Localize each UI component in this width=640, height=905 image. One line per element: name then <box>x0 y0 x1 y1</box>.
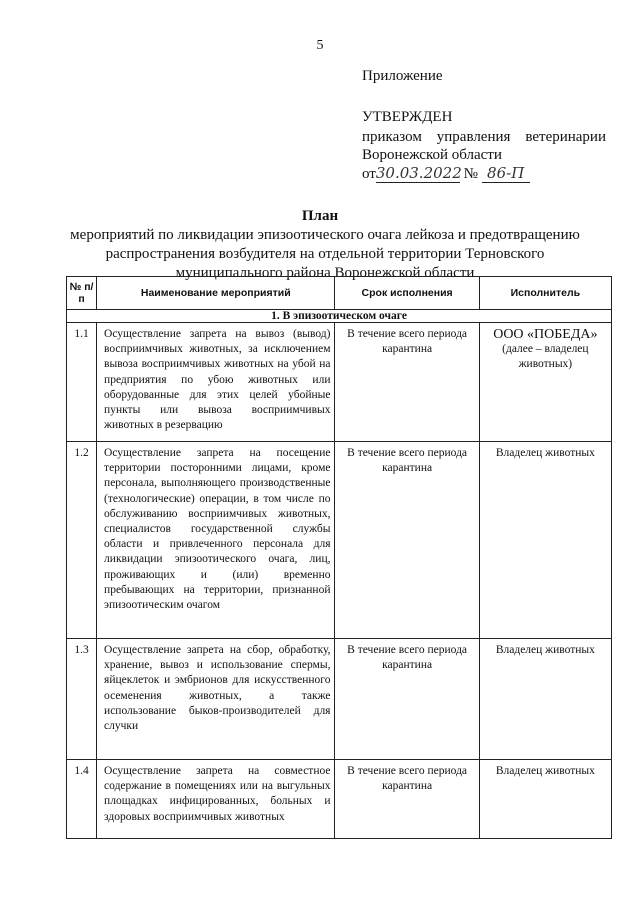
row-num: 1.2 <box>67 442 97 639</box>
row-executor-cell <box>479 323 611 442</box>
row-term: В течение всего периода карантина <box>335 639 479 760</box>
approval-heading: УТВЕРЖДЕН <box>362 109 453 125</box>
table-row <box>67 760 612 839</box>
row-executor: ООО «ПОБЕДА» <box>493 327 598 342</box>
row-num: 1.3 <box>67 639 97 760</box>
table-row <box>67 639 612 760</box>
plan-title: План <box>301 208 339 224</box>
approval-line-2: Воронежской области <box>362 147 502 163</box>
approval-signature-line <box>362 164 606 183</box>
table-header-row <box>67 277 612 310</box>
measures-table <box>66 276 612 839</box>
row-executor: Владелец животных <box>479 639 611 760</box>
approval-number: 86-П <box>482 164 530 183</box>
number-label: № <box>463 166 478 182</box>
row-num: 1.1 <box>67 323 97 442</box>
row-name: Осуществление запрета на посещение территории посторонними лицами, кроме персонала, выполняющего производственные (технологические) операции, в том числе по обслуживанию восприимчивых животных, специалистов государственной службы области и привлеченного персонала для ликвидации эпизоотического очага, лиц, проживающих и (или) временно пребывающих на территории, признанной эпизоотическим очагом <box>97 442 335 639</box>
row-term: В течение всего периода карантина <box>335 442 479 639</box>
header-name: Наименование мероприятий <box>97 277 335 310</box>
appendix-label: Приложение <box>362 68 443 84</box>
approval-block <box>362 108 606 183</box>
row-term: В течение всего периода карантина <box>335 760 479 839</box>
row-executor-note: (далее – владелец животных) <box>502 343 589 370</box>
from-label: от <box>362 166 376 182</box>
row-name: Осуществление запрета на сбор, обработку, хранение, вывоз и использование спермы, яйцеклеток и эмбрионов для искусственного осеменения животных, а также использование быков-производителей для случки <box>97 639 335 760</box>
table-row <box>67 442 612 639</box>
section-row <box>67 310 612 323</box>
plan-subtitle: мероприятий по ликвидации эпизоотического очага лейкоза и предотвращению распространения возбудителя на отдельной территории Терновского муниципального района Воронежской области <box>70 227 580 281</box>
approval-date: 30.03.2022 <box>375 164 462 182</box>
table-row <box>67 323 612 442</box>
row-name: Осуществление запрета на вывоз (вывод) восприимчивых животных, за исключением вывоза восприимчивых животных на убой на предприятия по убою животных или оборудованные для этих целей убойные пункты или вывоза восприимчивых животных в резервацию <box>97 323 335 442</box>
page-number: 5 <box>316 38 324 53</box>
header-term: Срок исполнения <box>335 277 479 310</box>
approval-line-1: приказом управления ветеринарии <box>362 129 606 145</box>
row-executor: Владелец животных <box>479 760 611 839</box>
section-title: 1. В эпизоотическом очаге <box>67 310 612 323</box>
header-num: № п/п <box>67 277 97 310</box>
row-name: Осуществление запрета на совместное содержание в помещениях или на выгульных площадках инфицированных, больных и здоровых восприимчивых животных <box>97 760 335 839</box>
header-executor: Исполнитель <box>479 277 611 310</box>
row-term: В течение всего периода карантина <box>335 323 479 442</box>
row-num: 1.4 <box>67 760 97 839</box>
row-executor: Владелец животных <box>479 442 611 639</box>
